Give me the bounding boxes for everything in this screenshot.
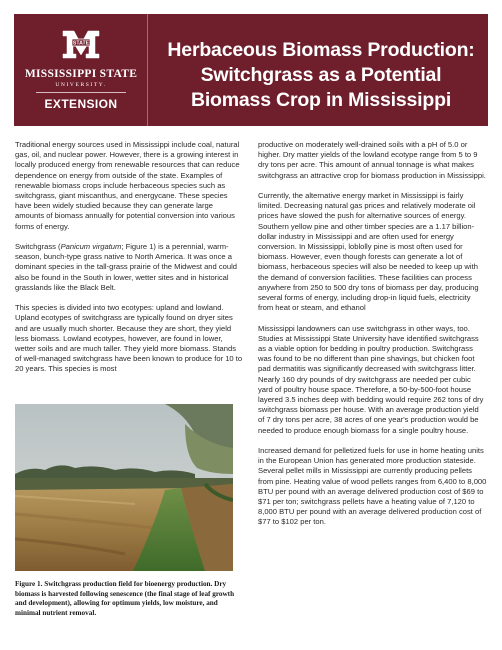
intro-paragraph: Traditional energy sources used in Mississippi include coal, natural gas, oil, and nuclear power. However, there is a growing interest in locally produced energy from renewable resources that can reduce dependence on energy from outside of the state. Examples of renewable biomass crops include herbaceous species such as switchgrass, giant miscanthus, and energycane. These species have been widely studied because they can generate large amounts of biomass annually for potential conversion into various forms of energy. xyxy=(15,140,240,231)
switchgrass-text-a: Switchgrass ( xyxy=(15,242,61,252)
page-title xyxy=(154,38,488,113)
header-banner xyxy=(14,14,488,126)
msu-m-logo-icon xyxy=(61,28,101,60)
ecotypes-paragraph: This species is divided into two ecotypes: upland and lowland. Upland ecotypes of switchgrass are typically found on dryer sites and are usually much shorter. Because they are short, they yield less biomass. Lowland ecotypes, however, are found in lower, wetter soils and are much taller. They yield more biomass. Stands of well-managed switchgrass have been known to produce for 10 to 20 years. This species is most xyxy=(15,303,243,374)
logo-divider xyxy=(36,92,126,93)
energy-market-paragraph: Currently, the alternative energy market in Mississippi is fairly limited. Decreasing natural gas prices and relatively moderate oil prices have slowed the push for alternative sources of energy. Southern yellow pine and other timber species are a 1.17 billion-dollar industry in Mississippi and are often used for energy conversion. In Mississippi, loblolly pine is most often used for biomass. However, even though forests can generate a lot of biomass, herbaceous species will also be needed to keep up with the demand of conversion facilities. These facilities can process anywhere from 250 to 500 dry tons of biomass per day, producing several forms of energy, including drop-in liquid fuels, electricity from heat or steam, and ethanol xyxy=(258,191,479,313)
figure-caption: Figure 1. Switchgrass production field for bioenergy production. Dry biomass is harvested following senescence (the final stage of leaf growth and development), allowing for optimum yields, low moisture, and minimal nutrient removal. xyxy=(15,580,235,618)
right-column xyxy=(258,140,487,528)
logo-university-subname: UNIVERSITY. xyxy=(55,82,107,88)
pellet-fuel-paragraph: Increased demand for pelletized fuels for use in home heating units in the European Union has generated more production stateside. Several pellet mills in Mississippi are currently producing pellets from pine. Heating value of wood pellets ranges from 6,400 to 8,000 BTU per pound with an average delivered production cost of $69 to $71 per ton; switchgrass pellets have a heating value of 7,120 to 8,000 BTU per pound with an average delivered production cost of $77 to $102 per ton. xyxy=(258,446,487,527)
left-column xyxy=(15,140,244,375)
title-line-3: Biomass Crop in Mississippi xyxy=(190,89,452,111)
poultry-bedding-paragraph: Mississippi landowners can use switchgrass in other ways, too. Studies at Mississippi State University have identified switchgrass as a viable option for bedding in poultry production. Switchgrass was found to be no different than pine shavings, but chicken foot pad dermatitis was significantly decreased with switchgrass litter. Nearly 160 dry pounds of dry switchgrass are needed per cubic yard of poultry house space. Therefore, a 50-by-500-foot house layered 3.5 inches deep with bedding would require 262 tons of dry switchgrass biomass per house. With an average production yield of 7 dry tons per acre, 38 acres of one year's production would be needed to produce enough biomass for a single poultry house. xyxy=(258,323,484,435)
scientific-name: Panicum virgatum xyxy=(60,242,122,252)
logo-extension-label: EXTENSION xyxy=(44,97,118,111)
logo-state-badge: STATE xyxy=(72,40,90,47)
logo-university-name: MISSISSIPPI STATE xyxy=(24,68,138,80)
title-line-1: Herbaceous Biomass Production: xyxy=(167,39,475,61)
switchgrass-field-photo xyxy=(15,404,233,571)
switchgrass-paragraph xyxy=(15,242,244,293)
yield-paragraph: productive on moderately well-drained soils with a pH of 5.0 or higher. Dry matter yields of the lowland ecotype range from 5 to 9 dry tons per acre. This amount of annual tonnage is what makes switchgrass an attractive crop for biomass production in Mississippi. xyxy=(258,140,486,180)
switchgrass-text-b: ; Figure 1) is a perennial, warm-season, bunch-type grass native to North America. It was once a dominant species in the tall-grass prairie of the Midwest and could also be found in the South in lower, wetter sites and in historical grasslands like the Black Belt. xyxy=(15,242,238,292)
msu-extension-logo xyxy=(14,14,148,126)
title-line-2: Switchgrass as a Potential xyxy=(200,64,442,86)
